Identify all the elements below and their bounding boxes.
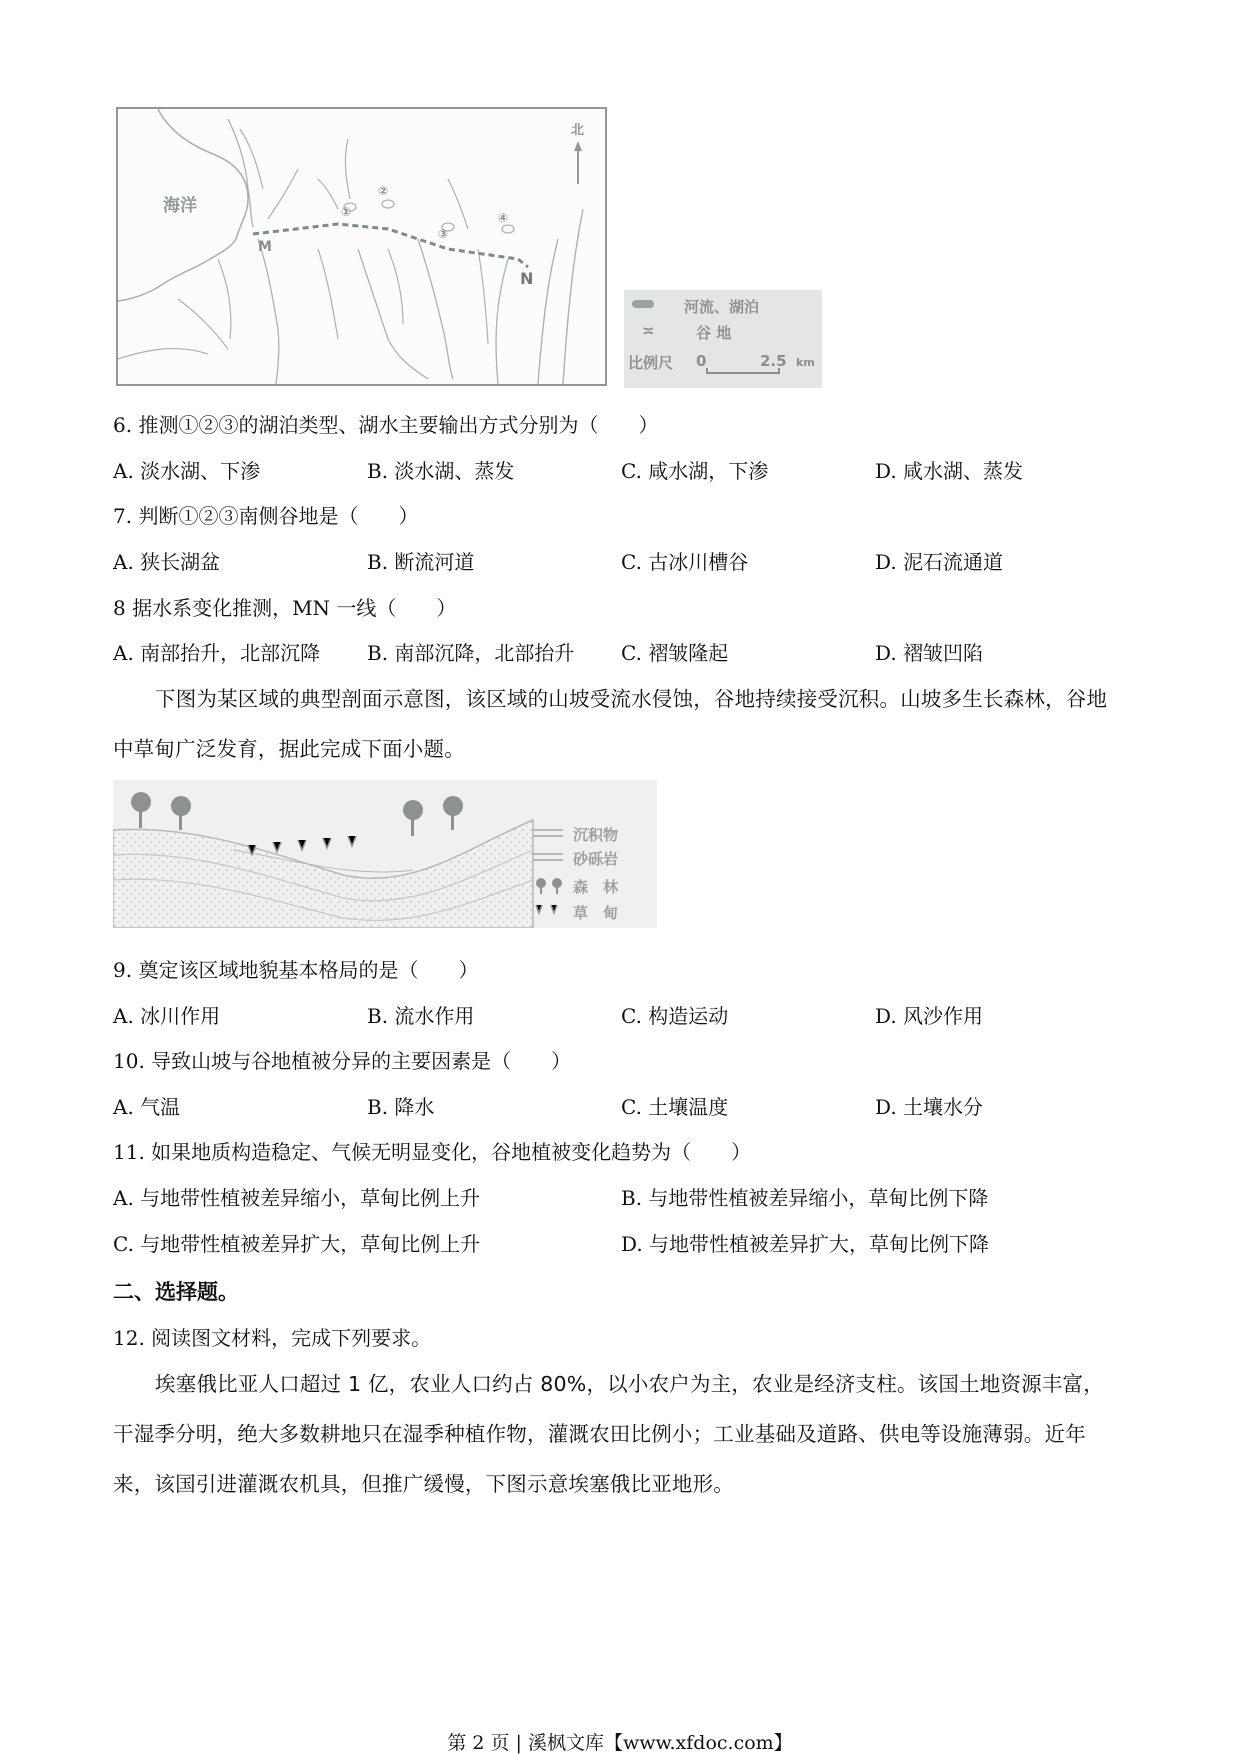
lake-map-drawing [118,109,605,384]
question-8-stem: 8 据水系变化推测，MN 一线（ ） [113,596,457,620]
legend-scale-label: 比例尺 [628,354,674,372]
q7-option-d: D. 泥石流通道 [875,550,1004,574]
q7-option-c: C. 古冰川槽谷 [621,550,749,574]
cross-section-figure [113,780,657,928]
q8-option-d: D. 褶皱凹陷 [875,641,984,665]
q7-option-b: B. 断流河道 [367,550,475,574]
map-legend [624,290,822,388]
lake-map-figure [116,107,607,386]
lake-label-2: ② [378,184,389,198]
q11-option-b: B. 与地带性植被差异缩小，草甸比例下降 [621,1186,989,1210]
q7-option-a: A. 狭长湖盆 [113,550,221,574]
legend-sediment: 沉积物 [573,826,619,844]
question-6-stem: 6. 推测①②③的湖泊类型、湖水主要输出方式分别为（ ） [113,413,659,437]
q6-option-a: A. 淡水湖、下渗 [113,459,261,483]
question-12-stem: 12. 阅读图文材料，完成下列要求。 [113,1326,432,1350]
section-2-title: 二、选择题。 [113,1280,239,1304]
valley-symbol: ≍ [642,322,655,340]
q10-option-c: C. 土壤温度 [621,1095,729,1119]
lake-label-4: ④ [498,211,509,225]
point-n-label: N [520,269,534,288]
q10-option-a: A. 气温 [113,1095,181,1119]
q11-option-a: A. 与地带性植被差异缩小，草甸比例上升 [113,1186,481,1210]
q8-option-c: C. 褶皱隆起 [621,641,729,665]
legend-forest: 森 林 [573,878,619,896]
q6-option-d: D. 咸水湖、蒸发 [875,459,1024,483]
q11-option-c: C. 与地带性植被差异扩大，草甸比例上升 [113,1232,481,1256]
legend-valley: 谷 地 [696,324,732,342]
q8-option-a: A. 南部抬升，北部沉降 [113,641,321,665]
q6-option-c: C. 咸水湖，下渗 [621,459,769,483]
q6-option-b: B. 淡水湖、蒸发 [367,459,515,483]
legend-scale-unit: km [796,356,815,369]
legend-sandstone: 砂砾岩 [573,850,619,868]
lake-label-1: ① [341,205,352,219]
q9-option-b: B. 流水作用 [367,1004,475,1028]
legend-river-lake: 河流、湖泊 [684,298,760,316]
point-m-label: M [258,239,272,255]
q8-option-b: B. 南部沉降，北部抬升 [367,641,575,665]
question-12-material: 埃塞俄比亚人口超过 1 亿，农业人口约占 80%，以小农户为主，农业是经济支柱。该国土地资源丰富，干湿季分明，绝大多数耕地只在湿季种植作物，灌溉农田比例小；工业基础及道路、供电等设施薄弱。近年来，该国引进灌溉农机具，但推广缓慢，下图示意埃塞俄比亚地形。 [113,1372,1104,1496]
river-lake-symbol [632,300,654,308]
q11-option-d: D. 与地带性植被差异扩大，草甸比例下降 [621,1232,990,1256]
north-label: 北 [571,123,585,138]
question-11-stem: 11. 如果地质构造稳定、气候无明显变化，谷地植被变化趋势为（ ） [113,1140,752,1164]
question-7-stem: 7. 判断①②③南侧谷地是（ ） [113,504,419,528]
q10-option-d: D. 土壤水分 [875,1095,984,1119]
question-9-stem: 9. 奠定该区域地貌基本格局的是（ ） [113,958,479,982]
ocean-label: 海洋 [163,196,197,216]
legend-scale-zero: 0 [696,352,707,370]
q9-option-d: D. 风沙作用 [875,1004,984,1028]
q10-option-b: B. 降水 [367,1095,435,1119]
legend-meadow: 草 甸 [573,904,619,922]
q9-option-c: C. 构造运动 [621,1004,729,1028]
page-footer: 第 2 页 | 溪枫文库【www.xfdoc.com】 [447,1732,793,1754]
legend-scale-value: 2.5 [760,352,787,370]
section-intro-paragraph: 下图为某区域的典型剖面示意图，该区域的山坡受流水侵蚀，谷地持续接受沉积。山坡多生长森林，谷地中草甸广泛发育，据此完成下面小题。 [113,687,1108,761]
q9-option-a: A. 冰川作用 [113,1004,221,1028]
lake-label-3: ③ [438,227,449,241]
question-10-stem: 10. 导致山坡与谷地植被分异的主要因素是（ ） [113,1049,572,1073]
